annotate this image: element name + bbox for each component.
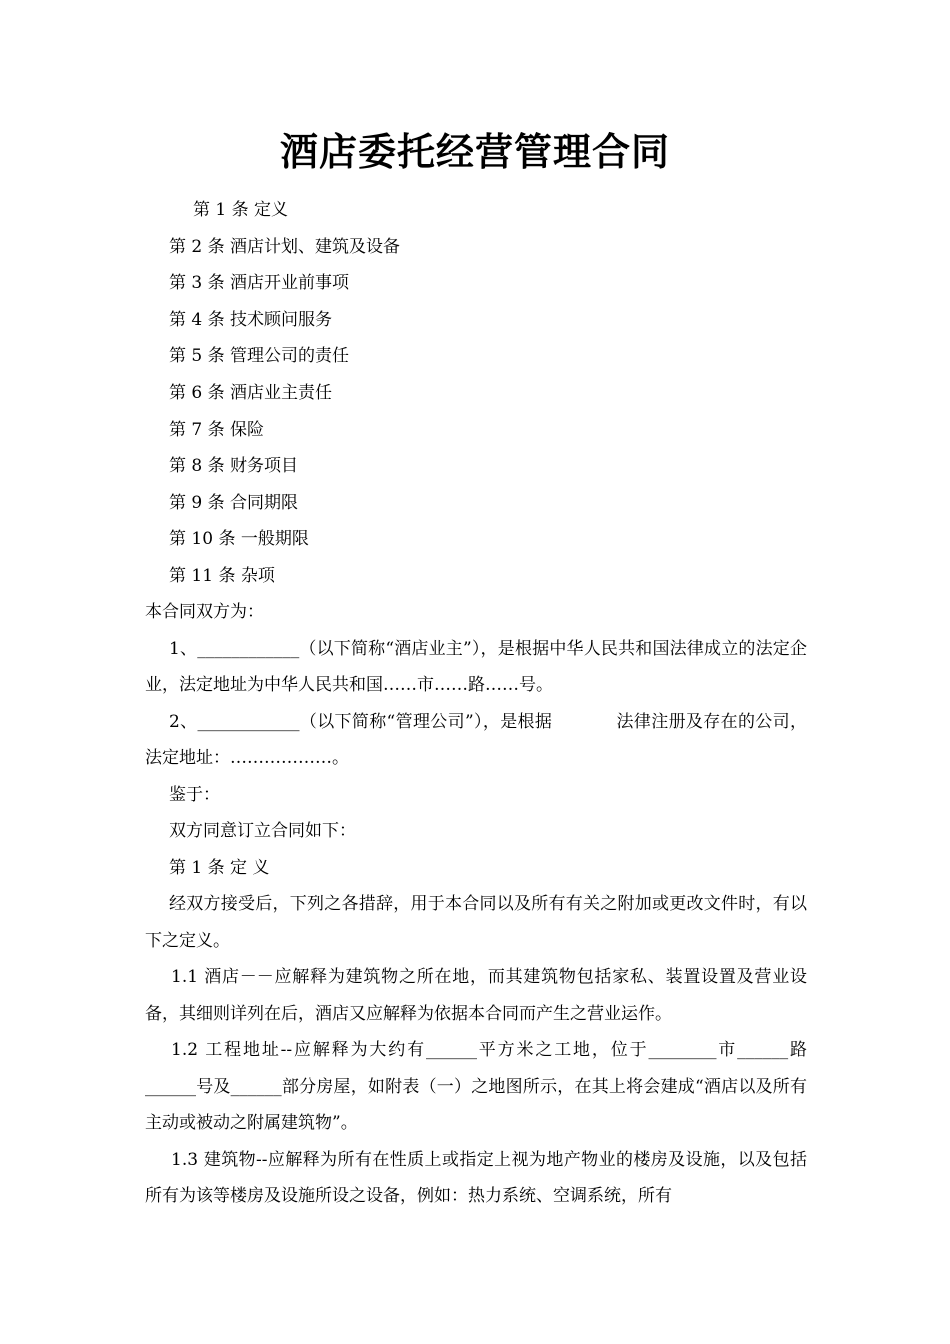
toc-item: 第 2 条 酒店计划、建筑及设备	[169, 237, 401, 257]
toc-item: 第 5 条 管理公司的责任	[169, 346, 350, 366]
contract-body	[145, 594, 807, 1215]
document-title: 酒店委托经营管理合同	[279, 130, 670, 174]
clause-1-1: 1.1 酒店－－应解释为建筑物之所在地，而其建筑物包括家私、装置设置及营业设备，其细则详列在后，酒店又应解释为依据本合同而产生之营业运作。	[145, 967, 807, 1024]
toc-item: 第 3 条 酒店开业前事项	[169, 273, 350, 293]
article-1-intro: 经双方接受后，下列之各措辞，用于本合同以及所有有关之附加或更改文件时，有以下之定义。	[145, 894, 807, 951]
toc-item: 第 4 条 技术顾问服务	[169, 310, 333, 330]
clause-1-3: 1.3 建筑物--应解释为所有在性质上或指定上视为地产物业的楼房及设施，以及包括所有为该等楼房及设施所设之设备，例如：热力系统、空调系统，所有	[145, 1149, 807, 1206]
clause-1-2: 1.2 工程地址--应解释为大约有______平方米之工地，位于________市______路______号及______部分房屋，如附表（一）之地图所示，在其上将会建成“酒店以及所有主动或被动之附属建筑物”。	[145, 1040, 807, 1133]
whereas-line: 鉴于：	[169, 784, 220, 805]
toc-item: 第 8 条 财务项目	[169, 456, 299, 476]
party-two-text-a: 2、____________（以下简称“管理公司”），是根据	[169, 711, 553, 732]
agreement-line: 双方同意订立合同如下：	[169, 821, 356, 841]
parties-intro: 本合同双方为：	[145, 602, 264, 622]
party-one-paragraph: 1、____________（以下简称“酒店业主”），是根据中华人民共和国法律成立的法定企业，法定地址为中华人民共和国……市……路……号。	[145, 638, 807, 695]
article-1-heading: 第 1 条 定 义	[169, 857, 270, 878]
party-two-paragraph	[145, 704, 807, 777]
toc-item: 第 1 条 定义	[193, 200, 289, 220]
toc-item: 第 11 条 杂项	[169, 566, 275, 586]
toc-item: 第 9 条 合同期限	[169, 493, 299, 513]
toc-item: 第 6 条 酒店业主责任	[169, 383, 333, 403]
toc-item: 第 10 条 一般期限	[169, 529, 309, 549]
party-two-text-b: 法律注册及存在的公司，法定地址：………………。	[145, 711, 807, 768]
toc-item: 第 7 条 保险	[169, 420, 265, 440]
